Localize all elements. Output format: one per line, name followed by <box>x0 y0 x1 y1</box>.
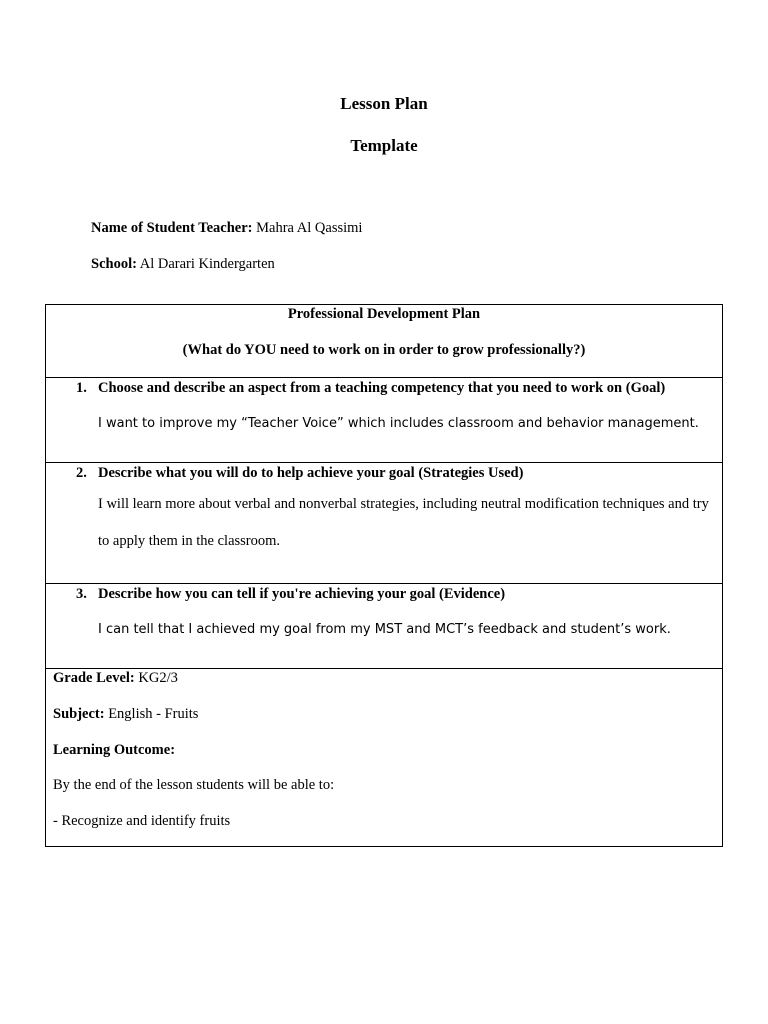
grade-level-value: KG2/3 <box>138 670 178 686</box>
subject-value: English - Fruits <box>108 706 199 722</box>
grade-level-line <box>53 670 178 687</box>
pd-item-goal <box>46 377 722 462</box>
pd-header-row <box>46 305 722 377</box>
grade-level-label: Grade Level: <box>53 670 135 686</box>
document-title: Lesson Plan <box>340 94 428 113</box>
document-subtitle: Template <box>350 136 418 155</box>
lesson-details-row <box>46 668 722 846</box>
school-value: Al Darari Kindergarten <box>139 256 275 272</box>
professional-development-table <box>45 304 723 847</box>
school-label: School: <box>91 256 137 272</box>
item-number: 2. <box>76 465 87 481</box>
item-number: 1. <box>76 380 87 396</box>
learning-outcome-label: Learning Outcome: <box>53 742 176 758</box>
item-number: 3. <box>76 586 87 602</box>
item-heading: Choose and describe an aspect from a teaching competency that you need to work on (Goal) <box>98 380 666 396</box>
student-teacher-line <box>91 220 362 237</box>
student-teacher-value: Mahra Al Qassimi <box>256 220 363 236</box>
pd-item-strategies <box>46 462 722 583</box>
student-teacher-label: Name of Student Teacher: <box>91 220 253 236</box>
pd-item-evidence <box>46 583 722 668</box>
item-answer: I can tell that I achieved my goal from my MST and MCT’s feedback and student’s work. <box>98 622 671 637</box>
item-answer: I want to improve my “Teacher Voice” which includes classroom and behavior management. <box>98 416 699 431</box>
subject-line <box>53 706 198 723</box>
item-heading: Describe how you can tell if you're achieving your goal (Evidence) <box>98 586 506 602</box>
pd-plan-title: Professional Development Plan <box>287 306 481 322</box>
outcome-intro: By the end of the lesson students will be able to: <box>53 777 335 793</box>
item-answer: I will learn more about verbal and nonverbal strategies, including neutral modification techniques and try to apply them in the classroom. <box>98 496 709 549</box>
outcome-bullet: - Recognize and identify fruits <box>53 813 231 829</box>
learning-outcome-line <box>53 742 175 759</box>
subject-label: Subject: <box>53 706 105 722</box>
item-heading: Describe what you will do to help achieve your goal (Strategies Used) <box>98 465 524 481</box>
school-line <box>91 256 275 273</box>
pd-plan-question: (What do YOU need to work on in order to grow professionally?) <box>182 342 586 358</box>
